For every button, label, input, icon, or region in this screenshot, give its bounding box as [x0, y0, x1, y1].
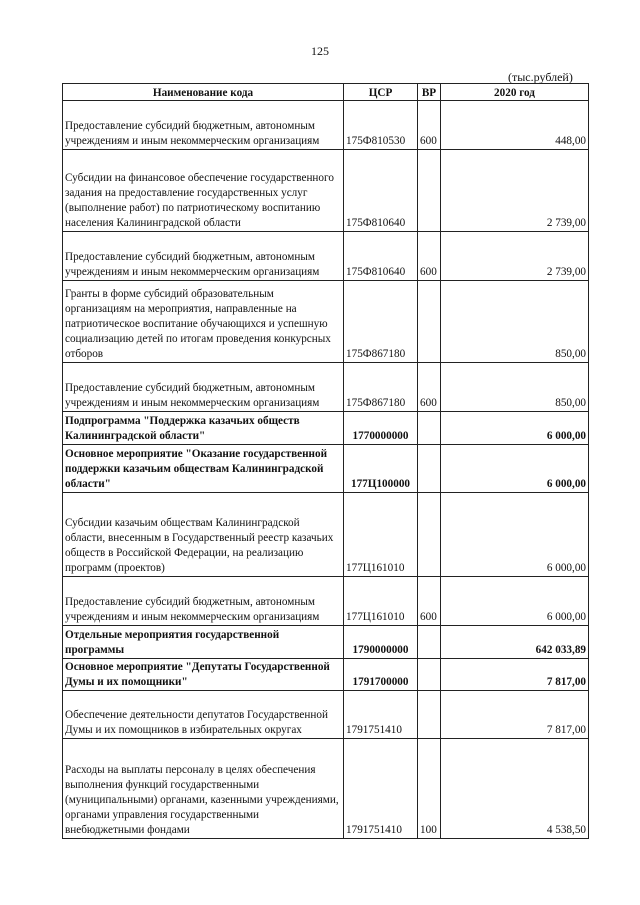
row-csr: 1790000000	[344, 626, 418, 659]
row-vr	[418, 412, 441, 445]
row-sum: 7 817,00	[441, 691, 589, 739]
table-row	[63, 659, 589, 691]
row-vr	[418, 445, 441, 493]
row-vr: 600	[418, 363, 441, 412]
table-row	[63, 577, 589, 626]
row-csr: 175Ф810640	[344, 150, 418, 232]
row-vr	[418, 691, 441, 739]
row-sum: 642 033,89	[441, 626, 589, 659]
row-name: Основное мероприятие "Оказание государственной поддержки казачьим обществам Калининградской области"	[63, 445, 344, 493]
table-row	[63, 232, 589, 281]
row-vr: 600	[418, 101, 441, 150]
row-vr: 100	[418, 739, 441, 839]
row-csr: 1791751410	[344, 739, 418, 839]
row-name: Подпрограмма "Поддержка казачьих обществ Калининградской области"	[63, 412, 344, 445]
table-row	[63, 445, 589, 493]
table-row	[63, 363, 589, 412]
row-vr	[418, 626, 441, 659]
row-csr: 175Ф810530	[344, 101, 418, 150]
table-row	[63, 493, 589, 577]
row-sum: 4 538,50	[441, 739, 589, 839]
table-row	[63, 412, 589, 445]
row-name: Гранты в форме субсидий образовательным организациям на мероприятия, направленные на патриотическое воспитание обучающихся и успешную социализацию детей по итогам проведения конкурсных отборов	[63, 281, 344, 363]
row-vr	[418, 493, 441, 577]
row-name: Расходы на выплаты персоналу в целях обеспечения выполнения функций государственными (муниципальными) органами, казенными учреждениями, органами управления государственными внебюджетными фондами	[63, 739, 344, 839]
row-sum: 6 000,00	[441, 445, 589, 493]
row-vr	[418, 150, 441, 232]
table-header-row	[63, 84, 589, 101]
row-vr: 600	[418, 232, 441, 281]
row-name: Обеспечение деятельности депутатов Государственной Думы и их помощников в избирательных округах	[63, 691, 344, 739]
units-label: (тыс.рублей)	[508, 70, 573, 84]
row-name: Предоставление субсидий бюджетным, автономным учреждениям и иным некоммерческим организациям	[63, 101, 344, 150]
row-name: Субсидии на финансовое обеспечение государственного задания на предоставление государственных услуг (выполнение работ) по патриотическому воспитанию населения Калининградской области	[63, 150, 344, 232]
header-csr: ЦСР	[344, 84, 418, 101]
header-name: Наименование кода	[63, 84, 344, 101]
row-name: Предоставление субсидий бюджетным, автономным учреждениям и иным некоммерческим организациям	[63, 577, 344, 626]
row-sum: 2 739,00	[441, 232, 589, 281]
row-csr: 1770000000	[344, 412, 418, 445]
table-row	[63, 626, 589, 659]
page-number: 125	[311, 44, 329, 58]
row-name: Предоставление субсидий бюджетным, автономным учреждениям и иным некоммерческим организациям	[63, 232, 344, 281]
row-sum: 850,00	[441, 363, 589, 412]
budget-table	[62, 83, 589, 839]
row-csr: 177Ц100000	[344, 445, 418, 493]
table-row	[63, 101, 589, 150]
header-year: 2020 год	[441, 84, 589, 101]
row-sum: 2 739,00	[441, 150, 589, 232]
row-vr	[418, 659, 441, 691]
row-vr: 600	[418, 577, 441, 626]
row-sum: 6 000,00	[441, 412, 589, 445]
row-csr: 177Ц161010	[344, 493, 418, 577]
table-row	[63, 281, 589, 363]
row-sum: 6 000,00	[441, 493, 589, 577]
row-csr: 177Ц161010	[344, 577, 418, 626]
row-sum: 7 817,00	[441, 659, 589, 691]
table-row	[63, 739, 589, 839]
row-name: Отдельные мероприятия государственной программы	[63, 626, 344, 659]
table-row	[63, 691, 589, 739]
row-name: Предоставление субсидий бюджетным, автономным учреждениям и иным некоммерческим организациям	[63, 363, 344, 412]
row-vr	[418, 281, 441, 363]
row-csr: 175Ф867180	[344, 281, 418, 363]
row-sum: 6 000,00	[441, 577, 589, 626]
row-name: Субсидии казачьим обществам Калининградской области, внесенным в Государственный реестр казачьих обществ в Российской Федерации, на реализацию программ (проектов)	[63, 493, 344, 577]
table-row	[63, 150, 589, 232]
row-csr: 1791700000	[344, 659, 418, 691]
row-sum: 448,00	[441, 101, 589, 150]
row-sum: 850,00	[441, 281, 589, 363]
row-csr: 175Ф810640	[344, 232, 418, 281]
header-vr: ВР	[418, 84, 441, 101]
row-csr: 175Ф867180	[344, 363, 418, 412]
row-csr: 1791751410	[344, 691, 418, 739]
row-name: Основное мероприятие "Депутаты Государственной Думы и их помощники"	[63, 659, 344, 691]
